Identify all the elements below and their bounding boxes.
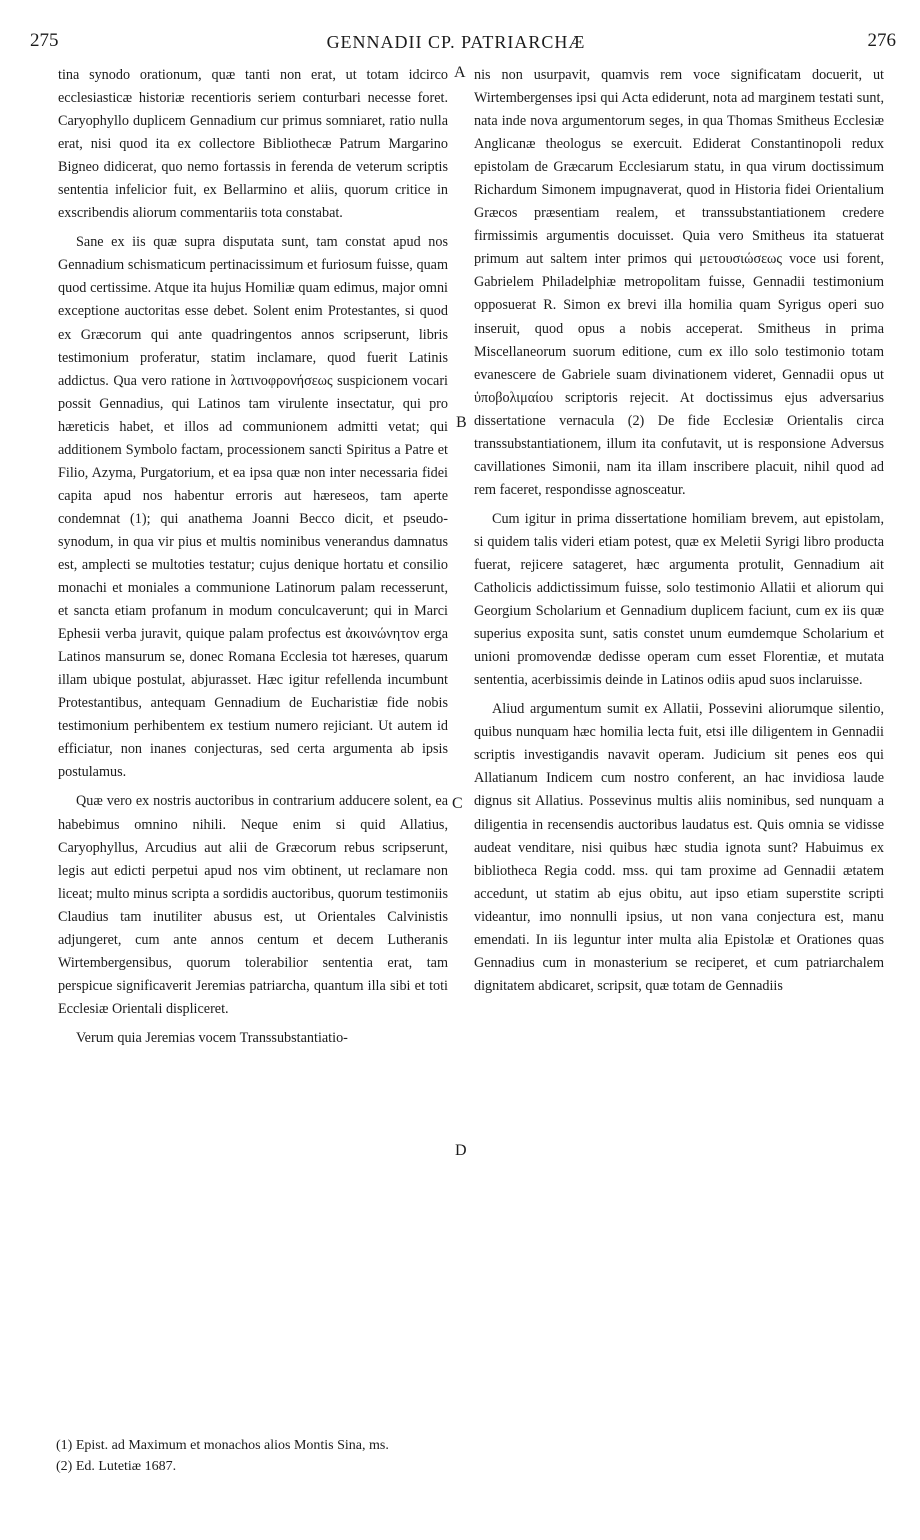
paragraph: Verum quia Jeremias vocem Transsubstantiatio-	[76, 1029, 348, 1046]
paragraph: nis non usurpavit, quamvis rem voce significatam docuerit, ut Wirtembergenses ipsi qui Acta ediderunt, nota ad marginem testati sunt, nata inde nova argumentorum seges, in qua Thomas Smitheus Ecclesiæ Anglicanæ theologus se exercuit. Ediderat Constantinopoli redux epistolam de Græcarum Ecclesiarum statu, in qua virum doctissimum Richardum Simonem impugnaverat, quod in Historia fidei Orientalium Græcos præsentiam realem, et transsubstantiationem credere firmissimis argumentis docuisset. Quia vero Smitheus ita statuerat primum aut saltem inter primos qui μετουσιώσεως voce usi forent, Gabrielem Philadelphiæ metropolitam fuisse, Gennadii testimonium opposuerat R. Simon ex brevi illa homilia quam Syrigus operi suo inseruit, quod opus a nobis acceperat. Smitheus in prima Miscellaneorum suorum editione, cum ex illo solo testimonio totam evanescere de Gabriele suam divinationem videret, Gennadii opus ut ὑποβολιμαίου scriptoris rejecit. At doctissimus ejus adversarius dissertatione vernacula (2) De fide Ecclesiæ Orientalis circa transsubstantiationem, illum ita confutavit, ut is responsione Adversus cavillationes Simonii, nam ita illam inscribere placuit, nihil quod ad rem faceret, respondisse agnosceatur.	[474, 67, 884, 498]
right-column	[474, 64, 884, 998]
margin-marker-b: B	[456, 414, 467, 431]
page-number-left: 275	[30, 30, 59, 51]
paragraph: Quæ vero ex nostris auctoribus in contrarium adducere solent, ea habebimus omnino nihili. Neque enim si quid Allatius, Caryophyllus, Arcudius aut alii de Græcorum rebus scripserunt, legis aut edicti perpetui apud nos vim obtinent, ut reclamare non liceat; multo minus scripta a sordidis auctoribus, quorum testimoniis Claudius tam inutiliter abusus est, ut Orientales Calvinistis adjungeret, cum ante annos centum et decem Lutheranis Wirtembergensibus, quorum tolerabilior sententia erat, tam perspicue significaverit Jeremias patriarcha, quantum illa sibi et toti Ecclesiæ Orientali displiceret.	[58, 793, 448, 1017]
margin-marker-a: A	[454, 64, 466, 81]
left-column	[58, 64, 448, 1050]
page-title: GENNADII CP. PATRIARCHÆ	[326, 32, 586, 52]
footnotes	[56, 1435, 876, 1477]
footnote-1: (1) Epist. ad Maximum et monachos alios Montis Sina, ms.	[56, 1438, 389, 1453]
running-head	[22, 30, 896, 56]
paragraph: Sane ex iis quæ supra disputata sunt, tam constat apud nos Gennadium schismaticum pertinacissimum et furiosum fuisse, quam quod certissime. Atque ita hujus Homiliæ quam edimus, major omni exceptione auctoritas esse debet. Solent enim Protestantes, si quod ex Græcorum qui ante quadringentos annos scripserunt, libris testimonium proferatur, statim inclamare, quod fuerit Latinis addictus. Qua vero ratione in λατινοφρονήσεως suspicionem vocari possit Gennadius, qui Latinos tam virulente insectatur, qui pro hæreticis habet, et illos ad communionem admitti vetat; qui additionem Symbolo factam, processionem sancti Spiritus a Patre et Filio, Azyma, Purgatorium, et ea ipsa quæ non inter necessaria fidei capita apud nos habentur erroris aut hæreseos, tam aperte condemnat (1); qui anathema Joanni Becco dicit, et pseudo-synodum, in qua vir pius et multis nominibus venerandus damnatus est, amplecti se multoties testatur; cujus denique hortatu et consilio monachi et moniales a communione Latinorum palam recesserunt, et sancta etiam profanum in modum conculcaverunt; qui in Marci Ephesii verba juravit, quique palam profectus est ἀκοινώνητον erga Latinos mansurum se, donec Romana Ecclesia tot hæreses, quarum illam ubique postulat, abjurasset. Hæc igitur refellenda incumbunt Protestantibus, antequam Gennadium de Eucharistiæ fide nobis testimonium perhibentem ex testium numero rejiciant. Ut autem id efficiatur, non inanes conjecturas, sed certa argumenta ab ipsis postulamus.	[58, 234, 448, 781]
paragraph: Cum igitur in prima dissertatione homiliam brevem, aut epistolam, si quidem talis videri etiam potest, quæ ex Meletii Syrigi libro producta fuerat, rejicere satageret, hæc argumenta protulit, Gennadium ait Catholicis addictissimum fuisse, solo testimonio Allatii et aliorum qui Georgium Scholarium et Gennadium duplicem faciunt, cum ex iis quæ superius exposita sunt, satis constet unum eumdemque Scholarium et unioni promovendæ dedisse operam cum esset Florentiæ, et mutata sententia, acerbissimis deinde in Latinos odiis apud suos inclaruisse.	[474, 510, 884, 689]
margin-marker-c: C	[452, 795, 463, 812]
page-number-right: 276	[867, 30, 896, 51]
paragraph: Aliud argumentum sumit ex Allatii, Possevini aliorumque silentio, quibus nunquam hæc homilia lecta fuit, etsi ille diligentem in Gennadii scriptis investigandis navavit operam. Judicium sit penes eos qui Allatianum Indicem cum nostro conferent, an hac invidiosa laude dignus sit Allatius. Possevinus multis aliis nominibus, sed nunquam a diligentia in recensendis auctoribus laudatus est. Quis omnia se vidisse audeat venditare, nisi quibus hæc studia ignota sunt? Habuimus ex bibliotheca Regia codd. mss. qui tam proxime ad Gennadii ætatem accedunt, ut statim ab ejus obitu, aut ipso etiam superstite scripti videantur, imo nonnulli ipsius, ut non vana conjectura est, manu emendati. In iis leguntur inter multa alia Epistolæ et Orationes quas Gennadius cum in monasterium se reciperet, et cum patriarchalem dignitatem abdicaret, scripsit, quæ totam de Gennadiis	[474, 701, 884, 994]
margin-marker-d: D	[455, 1142, 467, 1159]
footnote-2: (2) Ed. Lutetiæ 1687.	[56, 1459, 177, 1474]
paragraph: tina synodo orationum, quæ tanti non erat, ut totam idcirco ecclesiasticæ historiæ recentioris seriem conturbari necesse foret. Caryophyllo duplicem Gennadium cur primus somniaret, ratio nulla erat, nisi quod ita ex collectore Bibliothecæ Patrum Margarino Bigneo didicerat, quo nemo fortassis in ferenda de veterum scriptis sententia infelicior fuit, ex Bellarmino et aliis, quorum critice in exscribendis aliorum commentariis tota constabat.	[58, 67, 448, 222]
